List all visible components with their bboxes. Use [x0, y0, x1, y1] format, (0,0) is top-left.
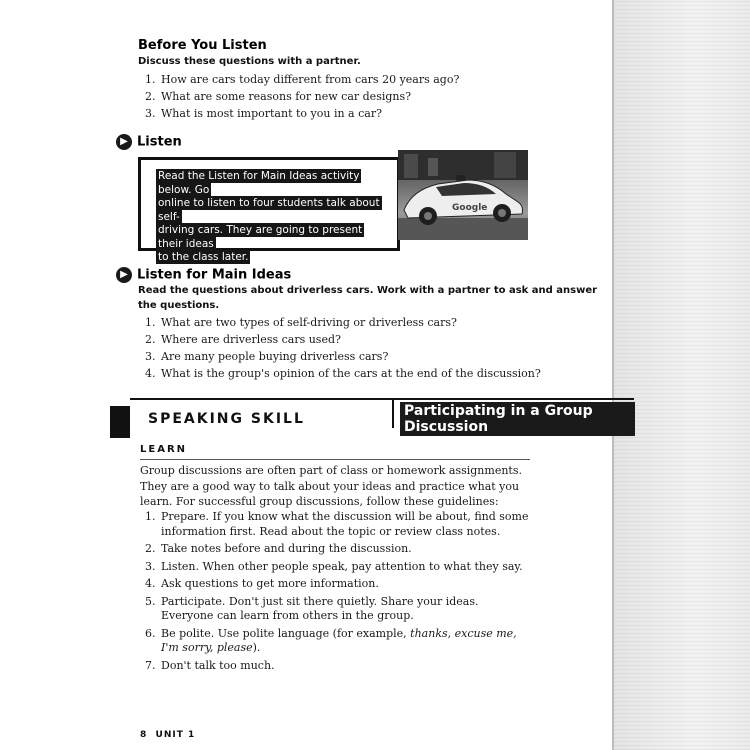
car-illustration: [398, 150, 528, 240]
list-item: 3. Are many people buying driverless cars?: [145, 350, 389, 363]
list-item: 2. What are some reasons for new car designs?: [145, 90, 412, 103]
speaking-skill-subtitle: Participating in a Group Discussion: [400, 402, 635, 436]
banner-rule: [392, 398, 634, 400]
list-item: 2. Take notes before and during the discussion.: [145, 542, 412, 555]
speaking-skill-title: SPEAKING SKILL: [148, 411, 305, 427]
guidelines-list: [145, 510, 530, 676]
learn-label: LEARN: [140, 444, 188, 455]
list-item: 7. Don't talk too much.: [145, 658, 275, 672]
learn-divider: [140, 459, 530, 460]
list-item: 1. What are two types of self-driving or driverless cars?: [145, 316, 457, 329]
banner-box: [130, 398, 392, 438]
listen-heading: Listen: [137, 134, 182, 150]
page-edge-shadow: [612, 0, 750, 750]
list-item: 5. Participate. Don't just sit there quietly. Share your ideas. Everyone can learn from others in the group.: [145, 594, 479, 622]
speaking-skill-banner: [110, 398, 635, 438]
main-ideas-heading: Listen for Main Ideas: [137, 267, 292, 283]
list-item: 1. How are cars today different from cars 20 years ago?: [145, 73, 460, 86]
before-listen-questions: [145, 73, 459, 124]
unit-label: UNIT 1: [155, 730, 196, 740]
list-item: 4. Ask questions to get more information.: [145, 577, 379, 590]
main-ideas-instruction: Read the questions about driverless cars. Work with a partner to ask and answer the questions.: [138, 285, 598, 311]
list-item: 2. Where are driverless cars used?: [145, 333, 341, 346]
page-footer: [140, 730, 195, 740]
before-listen-heading: Before You Listen: [138, 38, 267, 53]
headphones-icon: ▶: [116, 134, 132, 150]
listen-instruction-box: [138, 157, 400, 263]
list-item: 3. What is most important to you in a car?: [145, 107, 382, 120]
headphones-icon: ▶: [116, 267, 132, 283]
list-item: 3. Listen. When other people speak, pay attention to what they say.: [145, 559, 523, 573]
before-listen-instruction: Discuss these questions with a partner.: [138, 56, 361, 67]
listen-heading-row: [116, 134, 182, 150]
list-item: 1. Prepare. If you know what the discussion will be about, find some information first. Read about the topic or review class notes.: [145, 510, 529, 538]
page-number: 8: [140, 730, 148, 740]
car-logo-text: Google: [452, 203, 488, 213]
self-driving-car-photo: [398, 150, 528, 240]
list-item: 4. What is the group's opinion of the cars at the end of the discussion?: [145, 367, 541, 380]
main-ideas-questions: [145, 316, 541, 384]
main-ideas-heading-row: [116, 267, 291, 283]
listen-box-text: Read the Listen for Main Ideas activity below. Go online to listen to four students talk about self- driving cars. They are going to present their ideas to the class later.: [158, 170, 380, 263]
banner-divider: [392, 398, 394, 428]
learn-paragraph: Group discussions are often part of class or homework assignments. They are a good way to talk about your ideas and practice what you learn. For successful group discussions, follow these guidelines:: [140, 464, 522, 508]
list-item: 6. Be polite. Use polite language (for example, thanks, excuse me, I'm sorry, please).: [145, 626, 517, 654]
